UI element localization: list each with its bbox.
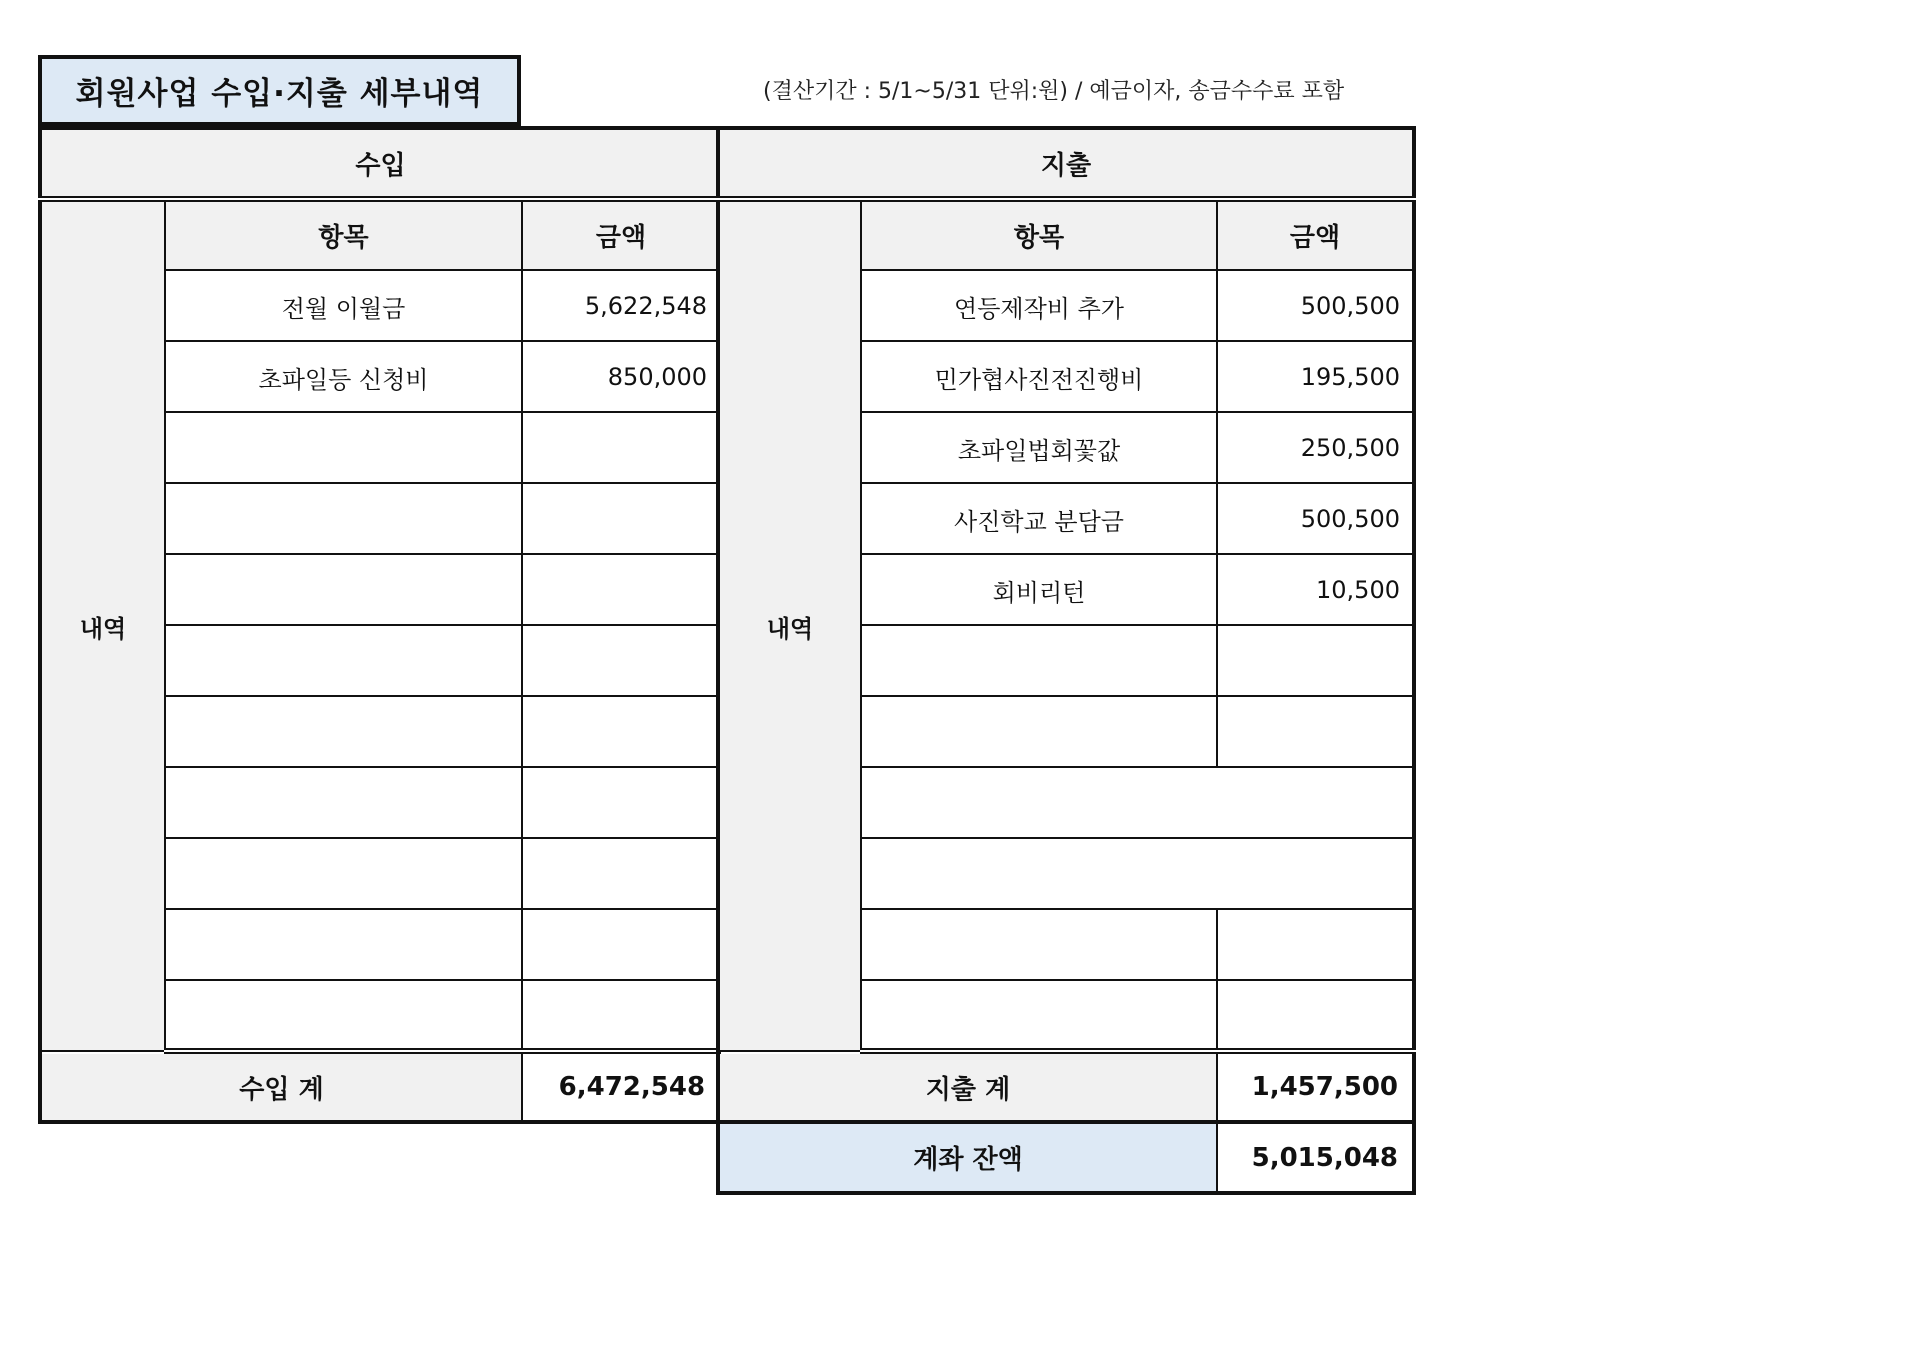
- income-total-label: 수입 계: [40, 1051, 522, 1122]
- expense-amount: [1217, 980, 1414, 1051]
- income-amount: [522, 412, 720, 483]
- income-item: [165, 909, 522, 980]
- expense-item-merged: [861, 767, 1414, 838]
- ledger-sheet: [38, 126, 1412, 1194]
- balance-value: 5,015,048: [1217, 1122, 1414, 1193]
- income-amount: [522, 625, 720, 696]
- income-col-amount: 금액: [522, 199, 720, 270]
- expense-amount: 10,500: [1217, 554, 1414, 625]
- expense-section-header: 지출: [718, 128, 1414, 199]
- expense-item: 민가협사진전진행비: [861, 341, 1217, 412]
- income-amount: [522, 909, 720, 980]
- income-amount: [522, 767, 720, 838]
- expense-item-merged: [861, 838, 1414, 909]
- income-amount: [522, 980, 720, 1051]
- page-title: 회원사업 수입·지출 세부내역: [38, 55, 521, 126]
- expense-item: 사진학교 분담금: [861, 483, 1217, 554]
- income-item: [165, 554, 522, 625]
- expense-item: [861, 980, 1217, 1051]
- expense-amount: [1217, 625, 1414, 696]
- expense-total-value: 1,457,500: [1217, 1051, 1414, 1122]
- expense-col-amount: 금액: [1217, 199, 1414, 270]
- income-total-value: 6,472,548: [522, 1051, 720, 1122]
- expense-row-label: 내역: [718, 199, 861, 1051]
- income-amount: 850,000: [522, 341, 720, 412]
- expense-amount: 500,500: [1217, 483, 1414, 554]
- expense-item: 연등제작비 추가: [861, 270, 1217, 341]
- income-item: [165, 767, 522, 838]
- expense-amount: [1217, 909, 1414, 980]
- expense-amount: 195,500: [1217, 341, 1414, 412]
- expense-item: 초파일법회꽃값: [861, 412, 1217, 483]
- expense-item: [861, 625, 1217, 696]
- income-item: [165, 412, 522, 483]
- expense-amount: 500,500: [1217, 270, 1414, 341]
- balance-label: 계좌 잔액: [718, 1122, 1217, 1193]
- income-col-item: 항목: [165, 199, 522, 270]
- income-item: [165, 696, 522, 767]
- expense-item: [861, 696, 1217, 767]
- expense-item: 회비리턴: [861, 554, 1217, 625]
- income-item: 초파일등 신청비: [165, 341, 522, 412]
- expense-item: [861, 909, 1217, 980]
- income-amount: [522, 554, 720, 625]
- income-section-header: 수입: [40, 128, 720, 199]
- period-note: (결산기간 : 5/1~5/31 단위:원) / 예금이자, 송금수수료 포함: [763, 79, 1345, 104]
- income-item: [165, 625, 522, 696]
- income-item: [165, 980, 522, 1051]
- income-amount: [522, 696, 720, 767]
- income-amount: 5,622,548: [522, 270, 720, 341]
- expense-col-item: 항목: [861, 199, 1217, 270]
- expense-total-label: 지출 계: [718, 1051, 1217, 1122]
- expense-amount: [1217, 696, 1414, 767]
- income-amount: [522, 483, 720, 554]
- income-row-label: 내역: [40, 199, 165, 1051]
- income-item: [165, 838, 522, 909]
- expense-amount: 250,500: [1217, 412, 1414, 483]
- expense-table: [716, 126, 1416, 1195]
- income-amount: [522, 838, 720, 909]
- income-item: 전월 이월금: [165, 270, 522, 341]
- income-item: [165, 483, 522, 554]
- income-table: [38, 126, 721, 1124]
